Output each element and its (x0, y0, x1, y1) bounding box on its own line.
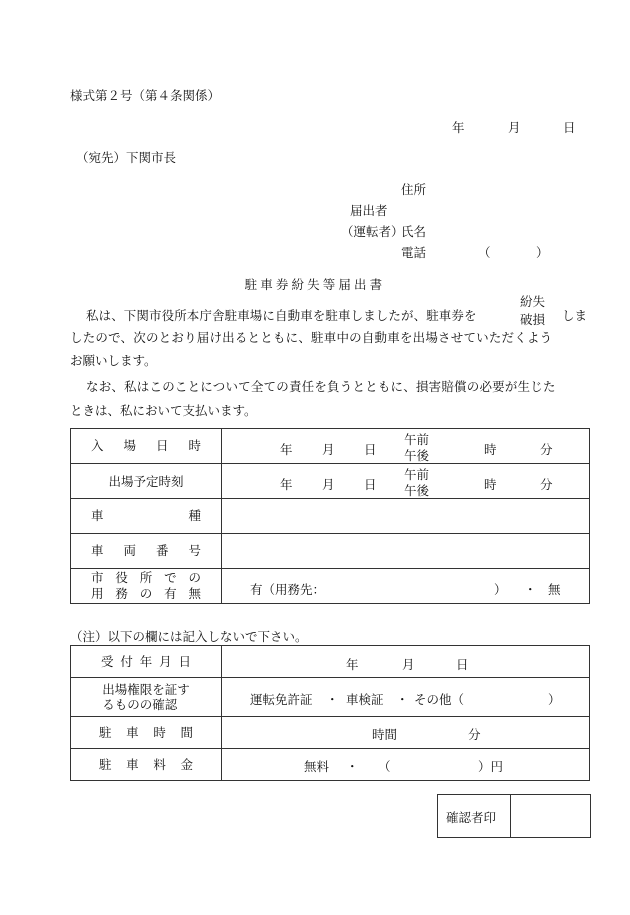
car-number-row (71, 534, 590, 569)
received-field[interactable] (222, 646, 590, 678)
fee-row (71, 749, 590, 781)
proof-dot-1: ・ (326, 692, 339, 707)
phone-label: 電話 (401, 245, 427, 260)
confirm-stamp-area[interactable] (511, 795, 590, 837)
phone-paren-open: （ (478, 245, 491, 260)
exit-time-field[interactable] (222, 464, 590, 499)
date-day: 日 (563, 120, 576, 135)
fee-close: ）円 (478, 759, 504, 774)
notifier-label: 届出者 (350, 203, 388, 218)
option-lost: 紛失 (520, 294, 546, 309)
exit-time-label-cell (71, 464, 222, 499)
exit-pm: 午後 (404, 483, 430, 498)
address-label: 住所 (401, 182, 427, 197)
business-field[interactable] (222, 569, 590, 604)
proof-label-cell (71, 678, 222, 717)
date-year: 年 (452, 120, 465, 135)
body-line-1-end: しま (562, 308, 588, 323)
phone-paren-close: ） (536, 245, 549, 260)
duration-field[interactable] (222, 717, 590, 749)
body-line-1: 私は、下関市役所本庁舎駐車場に自動車を駐車しましたが、駐車券を (86, 308, 477, 323)
proof-label-1: 出場権限を証す (102, 682, 190, 697)
body-line-2: したので、次のとおり届け出るとともに、駐車中の自動車を出場させていただくよう (70, 330, 553, 345)
received-label: 受付年月日 (101, 653, 191, 669)
business-label-cell (71, 569, 222, 604)
car-type-label-cell (71, 499, 222, 534)
confirm-stamp-box (437, 794, 591, 838)
fee-field[interactable] (222, 749, 590, 781)
entry-time-label: 入場日時 (91, 438, 201, 453)
business-yes[interactable]: 有（用務先： (250, 582, 326, 597)
proof-row (71, 678, 590, 717)
addressee: （宛先）下関市長 (76, 150, 177, 165)
business-dot: ・ (524, 582, 537, 597)
proof-label (102, 682, 190, 712)
fee-label: 駐車料金 (99, 756, 193, 772)
body-line-4: なお、私はこのことについて全ての責任を負うとともに、損害賠償の必要が生じた (86, 379, 556, 394)
entry-day: 日 (364, 442, 377, 457)
business-no[interactable]: 無 (548, 582, 561, 597)
business-close: ） (494, 582, 507, 597)
date-month: 月 (508, 120, 521, 135)
entry-year: 年 (280, 442, 293, 457)
received-label-cell (71, 646, 222, 678)
entry-minute: 分 (540, 442, 553, 457)
office-use-table (70, 645, 590, 781)
entry-hour: 時 (484, 442, 497, 457)
body-line-5: ときは、私において支払います。 (70, 403, 257, 418)
fee-open: （ (378, 759, 391, 774)
other-option[interactable]: その他（ (414, 692, 465, 707)
fee-label-cell (71, 749, 222, 781)
duration-label: 駐車時間 (99, 724, 193, 740)
received-year: 年 (346, 657, 359, 672)
document-title: 駐車券紛失等届出書 (244, 277, 386, 292)
received-month: 月 (402, 657, 415, 672)
business-label-1: 市役所での (91, 570, 201, 585)
proof-label-2: るものの確認 (102, 697, 178, 712)
duration-row (71, 717, 590, 749)
entry-time-field[interactable] (222, 429, 590, 464)
exit-time-row (71, 464, 590, 499)
entry-time-row (71, 429, 590, 464)
driver-label: （運転者） (341, 224, 404, 239)
confirm-label: 確認者印 (446, 810, 497, 825)
form-number: 様式第２号（第４条関係） (70, 88, 221, 103)
duration-minutes: 分 (468, 727, 481, 742)
car-type-field[interactable] (222, 499, 590, 534)
entry-time-label-cell (71, 429, 222, 464)
received-row (71, 646, 590, 678)
business-row (71, 569, 590, 604)
note: （注）以下の欄には記入しないで下さい。 (70, 629, 308, 644)
car-number-label-cell (71, 534, 222, 569)
inspection-option[interactable]: 車検証 (346, 692, 384, 707)
duration-label-cell (71, 717, 222, 749)
exit-hour: 時 (484, 477, 497, 492)
exit-am: 午前 (404, 467, 430, 482)
confirm-label-cell (438, 795, 511, 837)
other-close: ） (548, 692, 561, 707)
fee-dot: ・ (346, 759, 359, 774)
exit-month: 月 (322, 477, 335, 492)
parking-info-table (70, 428, 590, 604)
entry-am: 午前 (404, 432, 430, 447)
exit-day: 日 (364, 477, 377, 492)
exit-year: 年 (280, 477, 293, 492)
car-number-field[interactable] (222, 534, 590, 569)
business-label-2: 用務の有無 (91, 586, 201, 601)
option-damaged: 破損 (520, 312, 546, 327)
duration-hours: 時間 (372, 727, 398, 742)
exit-minute: 分 (540, 477, 553, 492)
entry-month: 月 (322, 442, 335, 457)
fee-free[interactable]: 無料 (304, 759, 330, 774)
license-option[interactable]: 運転免許証 (250, 692, 313, 707)
car-number-label: 車両番号 (91, 543, 201, 558)
proof-dot-2: ・ (396, 692, 409, 707)
proof-field[interactable] (222, 678, 590, 717)
received-day: 日 (456, 657, 469, 672)
car-type-row (71, 499, 590, 534)
body-line-3: お願いします。 (70, 353, 157, 368)
exit-time-label: 出場予定時刻 (108, 474, 184, 489)
car-type-label: 車種 (91, 508, 201, 523)
name-label: 氏名 (401, 224, 427, 239)
entry-pm: 午後 (404, 448, 430, 463)
